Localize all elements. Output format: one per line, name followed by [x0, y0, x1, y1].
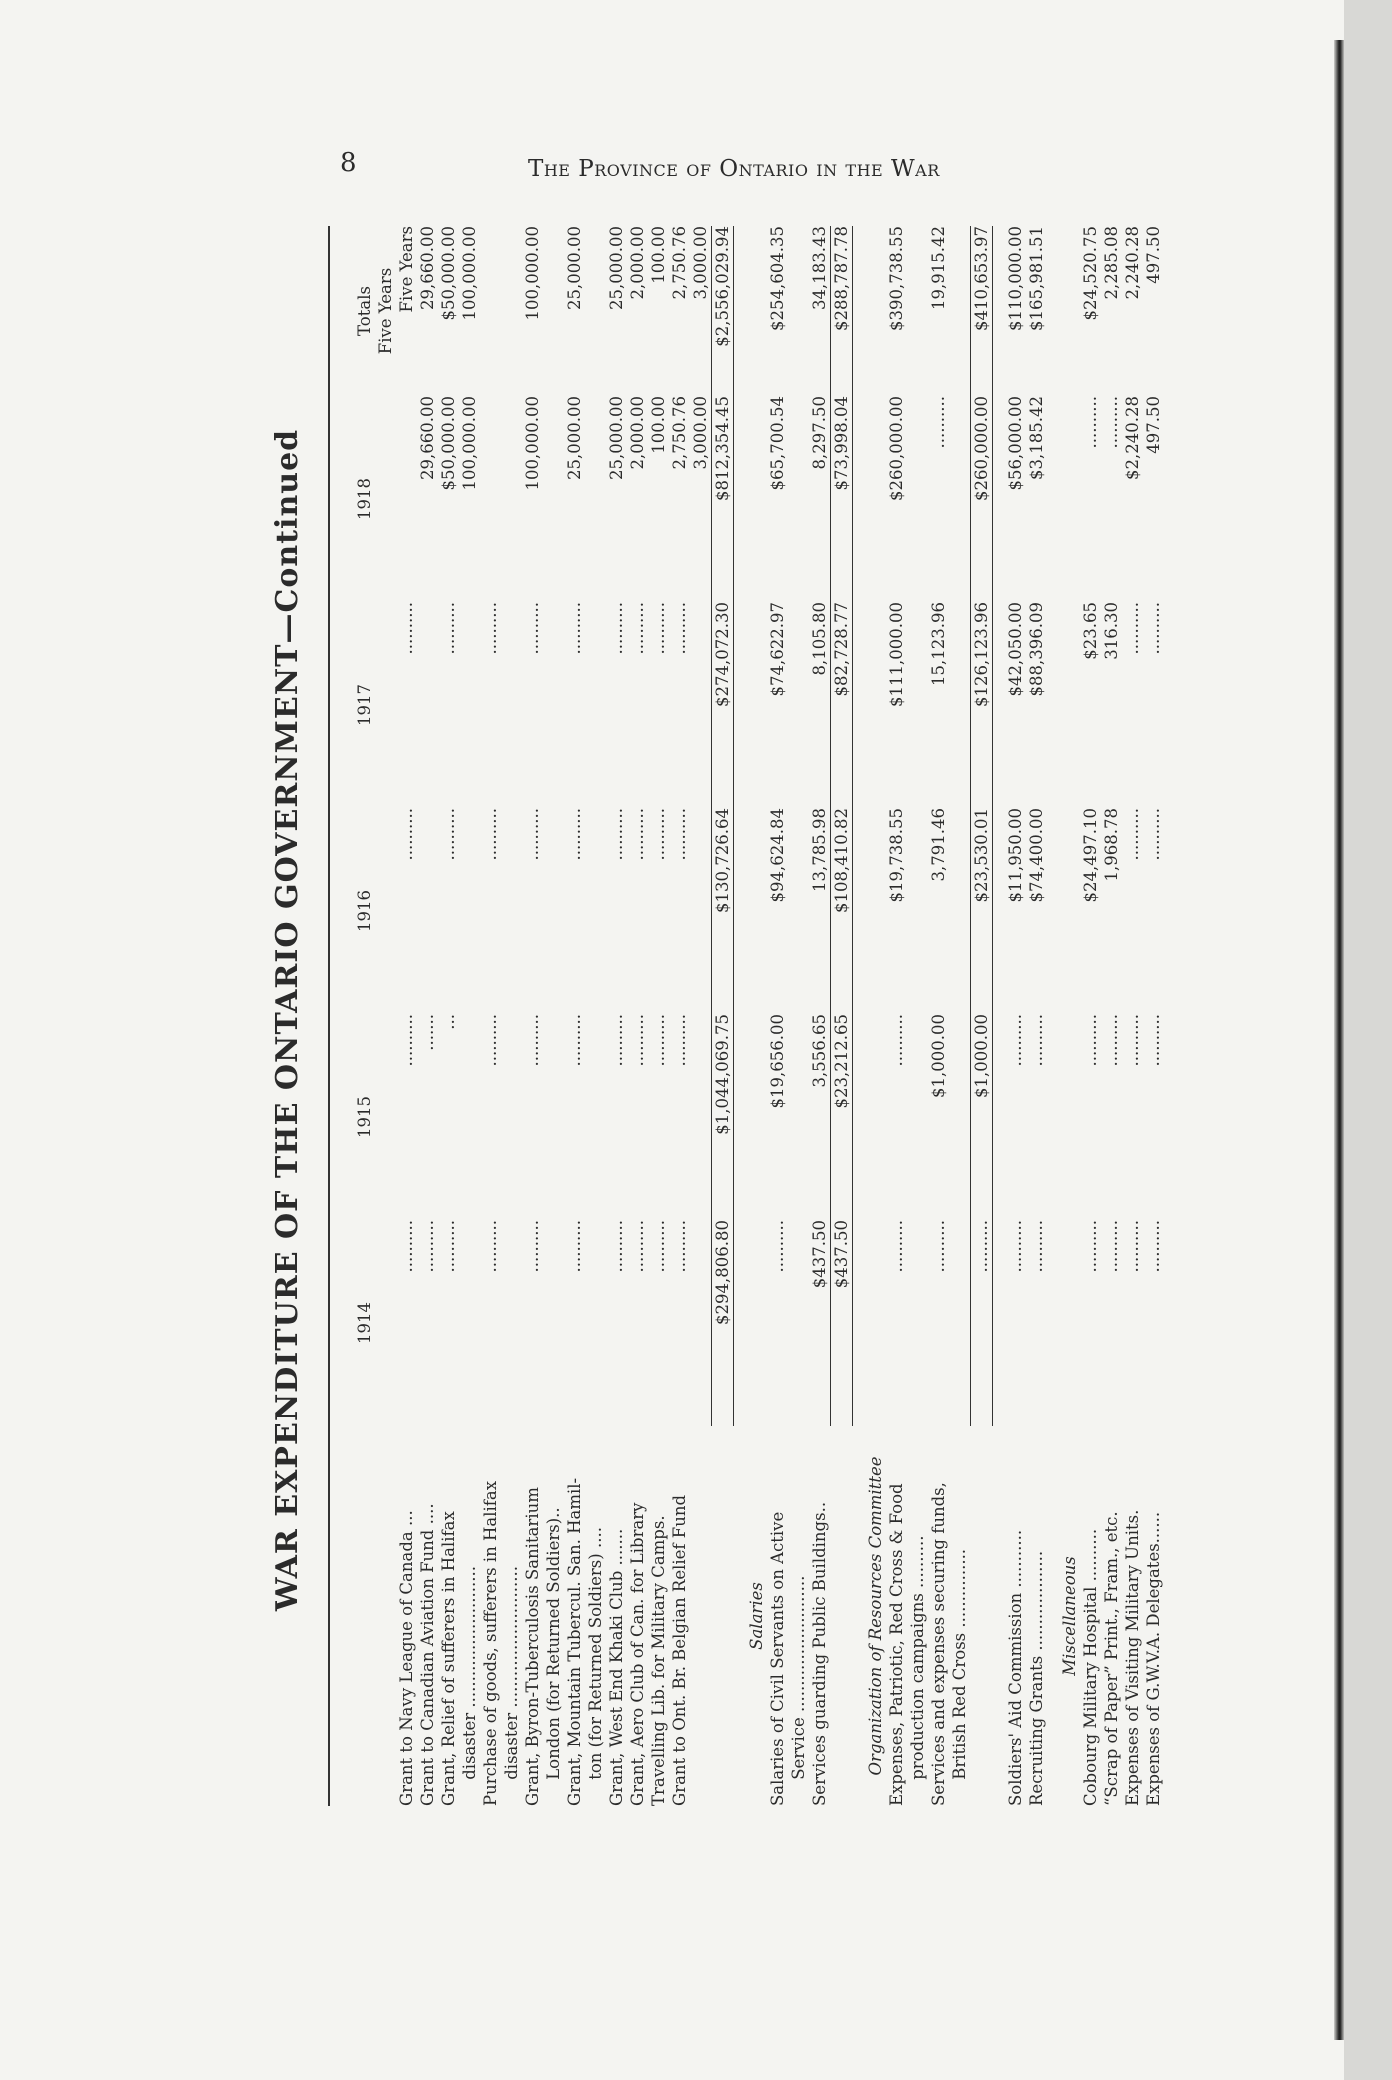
page-edge-shadow: [1334, 40, 1344, 2040]
row-cell: ..........: [768, 1220, 787, 1273]
row-cell: ..........: [607, 602, 626, 655]
row-cell: ..........: [1081, 1220, 1100, 1273]
col-header-1914: 1914: [355, 1302, 374, 1344]
row-cell: 497.50: [1144, 396, 1163, 454]
row-cell: $74,622.97: [768, 602, 787, 697]
row-label: Grant to Ont. Br. Belgian Relief Fund: [670, 1494, 689, 1806]
subtotal-cell: $274,072.30: [711, 602, 734, 808]
row-cell: 25,000.00: [565, 226, 584, 310]
row-cell: $24,520.75: [1081, 226, 1100, 321]
row-cell: ..........: [670, 1220, 689, 1273]
subtotal-cell: ..........: [970, 1220, 993, 1426]
row-cell: 29,660.00: [418, 226, 437, 310]
row-cell: ..........: [670, 808, 689, 861]
grant-row: [522, 226, 564, 1806]
row-cell: ..........: [397, 1220, 416, 1273]
row-cell: 3,791.46: [929, 808, 948, 882]
grant-row: [396, 226, 417, 1806]
row-cell: ..........: [1123, 602, 1142, 655]
row-cell: 497.50: [1144, 226, 1163, 284]
table-body: [396, 226, 1164, 1806]
row-cell: ..........: [1144, 602, 1163, 655]
row-cell: ..........: [887, 1220, 906, 1273]
row-spacer: [1047, 226, 1059, 1806]
row-spacer: [853, 226, 865, 1806]
row-cell: ..........: [397, 1014, 416, 1067]
subtotal-resources-row: [970, 226, 993, 1806]
row-label: Expenses of Visiting Military Units.: [1123, 1509, 1142, 1806]
subtotal-cell: $126,123.96: [970, 602, 993, 808]
row-cell: 34,183.43: [810, 226, 829, 310]
row-label: Grant, Mountain Tubercul. San. Hamil- ton (for Returned Soldiers) ....: [565, 1477, 605, 1806]
resources-row: [886, 226, 928, 1806]
row-cell: $42,050.00: [1006, 602, 1025, 697]
row-cell: $3,185.42: [1027, 396, 1046, 480]
row-cell: ..........: [523, 808, 542, 861]
row-cell: ..........: [1144, 1220, 1163, 1273]
col-header-1917: 1917: [355, 684, 374, 726]
col-header-1918: 1918: [355, 478, 374, 520]
subtotal-salaries-row: [830, 226, 853, 1806]
subtotal-cell: $294,806.80: [711, 1220, 734, 1426]
row-cell: $88,396.09: [1027, 602, 1046, 697]
row-cell: ..........: [439, 808, 458, 861]
table-header-row: [354, 226, 396, 1806]
row-cell: .......: [418, 1014, 437, 1051]
subtotal-cell: $410,653.97: [970, 226, 993, 396]
row-cell: Five Years: [397, 226, 416, 313]
subtotal-cell: $82,728.77: [830, 602, 853, 808]
subtotal-cell: $130,726.64: [711, 808, 734, 1014]
resources-heading: [865, 226, 886, 1806]
row-cell: $74,400.00: [1027, 808, 1046, 903]
section-heading-text: Organization of Resources Committee: [866, 1456, 885, 1776]
row-cell: ..........: [523, 1014, 542, 1067]
row-cell: 25,000.00: [565, 396, 584, 480]
misc-row: [1143, 226, 1164, 1806]
row-cell: 15,123.96: [929, 602, 948, 686]
title-rule: [328, 226, 330, 1806]
row-cell: ..........: [397, 808, 416, 861]
row-cell: ..........: [481, 1014, 500, 1067]
row-cell: ..........: [929, 1220, 948, 1273]
row-label: Services and expenses securing funds, British Red Cross ...............: [929, 1482, 969, 1806]
row-label: Grant, Relief of sufferers in Halifax disaster ...........................: [439, 1511, 479, 1806]
salaries-row: [767, 226, 809, 1806]
row-label: Expenses, Patriotic, Red Cross & Food production campaigns ..........: [887, 1483, 927, 1806]
expenditure-table: [354, 226, 1164, 1806]
row-cell: $254,604.35: [768, 226, 787, 331]
grant-row: [669, 226, 711, 1806]
row-cell: ..........: [439, 602, 458, 655]
misc-row: [1101, 226, 1122, 1806]
subtotal-cell: $812,354.45: [711, 396, 734, 602]
row-cell: ..........: [1102, 396, 1121, 449]
row-cell: 25,000.00: [607, 396, 626, 480]
subtotal-cell: $260,000.00: [970, 396, 993, 602]
grant-row: [606, 226, 627, 1806]
row-cell: $110,000.00: [1006, 226, 1025, 331]
row-cell: ..........: [565, 808, 584, 861]
row-cell: ..........: [565, 1014, 584, 1067]
row-cell: $94,624.84: [768, 808, 787, 903]
table-title: WAR EXPENDITURE OF THE ONTARIO GOVERNMENT—Continued: [270, 428, 305, 1612]
rotated-table-block: [270, 210, 1290, 1830]
row-cell: ..........: [649, 808, 668, 861]
row-cell: 8,105.80: [810, 602, 829, 676]
row-cell: $65,700.54: [768, 396, 787, 491]
row-cell: ..........: [1081, 396, 1100, 449]
grant-row: [438, 226, 480, 1806]
row-cell: ..........: [1102, 1220, 1121, 1273]
row-cell: $11,950.00: [1006, 808, 1025, 903]
row-label: Grant to Navy League of Canada ...: [397, 1510, 416, 1806]
row-cell: 29,660.00: [418, 396, 437, 480]
row-cell: $437.50: [810, 1220, 829, 1289]
row-cell: $165,981.51: [1027, 226, 1046, 331]
col-header-totals: Totals Five Years: [355, 267, 395, 355]
misc-row: [1122, 226, 1143, 1806]
row-cell: ..........: [1027, 1014, 1046, 1067]
col-header-1916: 1916: [355, 890, 374, 932]
row-label: Purchase of goods, sufferers in Halifax disaster ...........................: [481, 1480, 521, 1806]
grant-row: [627, 226, 648, 1806]
salaries-heading: [746, 226, 767, 1806]
row-label: Grant, Byron-Tuberculosis Sanitarium London (for Returned Soldiers)..: [523, 1487, 563, 1806]
row-cell: ..........: [1081, 1014, 1100, 1067]
row-label: Travelling Lib. for Military Camps.: [649, 1515, 668, 1806]
row-cell: $390,738.55: [887, 226, 906, 331]
row-cell: 3,556.65: [810, 1014, 829, 1088]
row-cell: 8,297.50: [810, 396, 829, 470]
row-cell: $24,497.10: [1081, 808, 1100, 903]
col-header-1915: 1915: [355, 1096, 374, 1138]
page-number: 8: [340, 148, 357, 178]
row-cell: 2,000.00: [628, 226, 647, 300]
row-cell: ..........: [607, 1220, 626, 1273]
row-label: Soldiers' Aid Commission ...........: [1006, 1529, 1025, 1806]
row-cell: ..........: [628, 808, 647, 861]
row-cell: ..........: [523, 1220, 542, 1273]
row-cell: 2,750.76 3,000.00: [670, 396, 710, 470]
row-cell: ..........: [1123, 1220, 1142, 1273]
subtotal-cell: $23,530.01: [970, 808, 993, 1014]
row-cell: $23.65: [1081, 602, 1100, 660]
row-label: Recruiting Grants ...................: [1027, 1550, 1046, 1806]
subtotal-cell: $2,556,029.94: [711, 226, 734, 396]
section-heading-text: Miscellaneous: [1060, 1556, 1079, 1676]
row-cell: 100,000.00: [523, 226, 542, 321]
row-label: Grant to Canadian Aviation Fund ....: [418, 1503, 437, 1806]
row-cell: $111,000.00: [887, 602, 906, 707]
section-heading-text: Salaries: [747, 1582, 766, 1650]
row-cell: 100.00: [649, 226, 668, 284]
subtotal-cell: $1,044,069.75: [711, 1014, 734, 1220]
row-cell: 100.00: [649, 396, 668, 454]
row-label: Services guarding Public Buildings..: [810, 1501, 829, 1806]
subtotal-cell: $437.50: [830, 1220, 853, 1426]
row-cell: 2,240.28: [1123, 226, 1142, 300]
row-cell: ..........: [523, 602, 542, 655]
row-cell: 100,000.00: [523, 396, 542, 491]
subtotal-cell: $288,787.78: [830, 226, 853, 396]
grant-row: [564, 226, 606, 1806]
row-cell: $19,738.55: [887, 808, 906, 903]
row-cell: 19,915.42: [929, 226, 948, 310]
row-cell: ..........: [565, 1220, 584, 1273]
subtotal-grants-row: [711, 226, 734, 1806]
row-cell: 25,000.00: [607, 226, 626, 310]
row-cell: ..........: [1144, 808, 1163, 861]
row-cell: ..........: [1123, 1014, 1142, 1067]
running-head: The Province of Ontario in the War: [528, 156, 940, 182]
row-cell: ..........: [649, 602, 668, 655]
row-cell: ..........: [1144, 1014, 1163, 1067]
row-cell: ..........: [1006, 1014, 1025, 1067]
misc-row: [1080, 226, 1101, 1806]
row-cell: ...: [439, 1014, 458, 1030]
row-cell: ..........: [628, 1220, 647, 1273]
subtotal-cell: $108,410.82: [830, 808, 853, 1014]
row-cell: ..........: [670, 602, 689, 655]
row-cell: ..........: [439, 1220, 458, 1273]
row-spacer: [734, 226, 746, 1806]
row-cell: 13,785.98: [810, 808, 829, 892]
row-cell: ..........: [481, 602, 500, 655]
row-label: Grant, West End Khaki Club .......: [607, 1528, 626, 1806]
subtotal-cell: $73,998.04: [830, 396, 853, 602]
row-cell: ..........: [628, 602, 647, 655]
row-cell: ..........: [397, 602, 416, 655]
row-cell: 2,000.00: [628, 396, 647, 470]
row-cell: $50,000.00 100,000.00: [439, 396, 479, 491]
row-label: Grant, Aero Club of Can. for Library: [628, 1502, 647, 1806]
row-spacer: [993, 226, 1005, 1806]
row-cell: ..........: [887, 1014, 906, 1067]
row-cell: $260,000.00: [887, 396, 906, 501]
row-cell: ..........: [628, 1014, 647, 1067]
row-cell: ..........: [607, 808, 626, 861]
row-cell: $19,656.00: [768, 1014, 787, 1109]
row-cell: $2,240.28: [1123, 396, 1142, 480]
grant-row: [480, 226, 522, 1806]
row-cell: ..........: [1123, 808, 1142, 861]
recruiting-row: [1026, 226, 1047, 1806]
row-cell: ..........: [565, 602, 584, 655]
scan-margin: [1344, 0, 1392, 2080]
row-cell: ..........: [481, 808, 500, 861]
row-cell: ..........: [1102, 1014, 1121, 1067]
salaries-row: [809, 226, 830, 1806]
row-label: Salaries of Civil Servants on Active Service ..........................: [768, 1511, 808, 1806]
row-cell: ..........: [649, 1220, 668, 1273]
resources-row: [928, 226, 970, 1806]
row-cell: 1,968.78: [1102, 808, 1121, 882]
row-label: “Scrap of Paper” Print., Fram., etc.: [1102, 1511, 1121, 1806]
row-cell: 2,285.08: [1102, 226, 1121, 300]
row-cell: $50,000.00 100,000.00: [439, 226, 479, 321]
row-label: Cobourg Military Hospital ..........: [1081, 1528, 1100, 1806]
row-label: Expenses of G.W.V.A. Delegates......: [1144, 1511, 1163, 1806]
row-cell: $56,000.00: [1006, 396, 1025, 491]
row-cell: 316.30: [1102, 602, 1121, 660]
row-cell: ..........: [607, 1014, 626, 1067]
row-cell: ..........: [1006, 1220, 1025, 1273]
grant-row: [417, 226, 438, 1806]
row-cell: ..........: [929, 396, 948, 449]
subtotal-cell: $1,000.00: [970, 1014, 993, 1220]
miscellaneous-heading: [1059, 226, 1080, 1806]
row-cell: ..........: [418, 1220, 437, 1273]
soldiers-aid-row: [1005, 226, 1026, 1806]
row-cell: ..........: [1027, 1220, 1046, 1273]
row-cell: ..........: [670, 1014, 689, 1067]
row-cell: ..........: [649, 1014, 668, 1067]
row-cell: ..........: [481, 1220, 500, 1273]
grant-row: [648, 226, 669, 1806]
row-cell: 2,750.76 3,000.00: [670, 226, 710, 300]
subtotal-cell: $23,212.65: [830, 1014, 853, 1220]
row-cell: $1,000.00: [929, 1014, 948, 1098]
